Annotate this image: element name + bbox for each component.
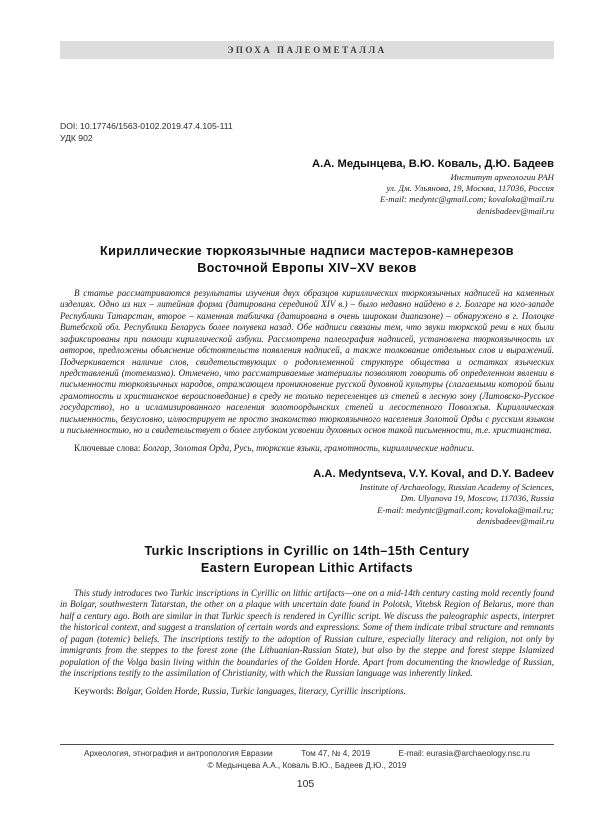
keywords-values: Болгар, Золотая Орда, Русь, тюркские языки, грамотность, кириллические надписи.	[140, 442, 475, 453]
abstract-english: This study introduces two Turkic inscriptions in Cyrillic on lithic artifacts—one on a mid-14th century casting mold recently found in Bolgar, southwestern Tatarstan, the other on a plaque with uncertain date found in Polotsk, Vitebsk Region of Belarus, more than half a century ago. Both are similar in that Turkic speech is rendered in Cyrillic script. We discuss the paleographic aspects, interpret the historical context, and suggest a translation of certain words and expressions. Some of them indicate tribal structure and remnants of pagan (totemic) beliefs. The inscriptions testify to the adoption of Russian culture, especially literacy and religion, not only by immigrants from the steppes to the forest zone (the Lithuanian-Russian State), but also by the steppe and forest steppe Islamized population of the Volga basin living within the boundaries of the Golden Horde. Apart from documenting the knowledge of Russian, the inscriptions testify to the assimilation of Christianity, with which the Russian language was inherently linked.	[60, 587, 554, 679]
udc-line: УДК 902	[60, 132, 93, 143]
keywords-english	[60, 686, 554, 697]
abstract-russian: В статье рассматриваются результаты изучения двух образцов кириллических тюркоязычных надписей на каменных изделиях. Одно из них – литейная форма (датирована серединой XIV в.) – было недавно найдено в г. Болгаре на юго-западе Республики Татарстан, второе – каменная табличка (датирована в очень широком диапазоне) – обнаружено в г. Полоцке Витебской обл. Республики Беларусь более полувека назад. Обе надписи связаны тем, что звуки тюркской речи в них были зафиксированы при помощи кириллической азбуки. Рассмотрена палеография надписей, установлена тюркоязычность их авторов, предложены объяснение обстоятельств появления надписей, а также толкование отдельных слов и выражений. Подчеркивается наличие слов, свидетельствующих о родоплеменной структуре общества и остатках языческих представлений (тотемизма). Отмечено, что рассматриваемые материалы позволяют говорить об определенном явлении в письменности тюркоязычных народов, отражающем проникновение русской духовной культуры (слагаемыми которой были грамотность и христианское вероисповедание) в среду не только переселенцев из степей в лесную зону (Литовско-Русское государство), но и исламизированного населения золотоордынских степей и лесостепного Поволжья. Кириллическая письменность, безусловно, иллюстрирует не просто знакомство тюркоязычного населения Золотой Орды с русским языком и письменностью, но и свидетельствует о более глубоком усвоении духовных основ такой письменности, т.е. христианства.	[60, 287, 554, 436]
authors-english: A.A. Medyntseva, V.Y. Koval, and D.Y. Badeev	[313, 468, 554, 481]
keywords-label: Ключевые слова:	[74, 442, 141, 453]
title-line: Eastern European Lithic Artifacts	[200, 560, 414, 575]
footer-email: E-mail: eurasia@archaeology.nsc.ru	[398, 749, 530, 758]
page-footer	[60, 744, 554, 770]
keywords-russian	[60, 443, 554, 454]
affiliation-line: E-mail: medyntc@gmail.com; kovaloka@mail.ru;	[377, 504, 554, 515]
keywords-values: Bolgar, Golden Horde, Russia, Turkic languages, literacy, Cyrillic inscriptions.	[114, 685, 406, 696]
footer-volume: Том 47, № 4, 2019	[301, 749, 371, 758]
affiliation-line: denisbadeev@mail.ru	[476, 205, 554, 216]
affiliation-line: ул. Дм. Ульянова, 19, Москва, 117036, Россия	[386, 183, 554, 194]
running-head-text: ЭПОХА ПАЛЕОМЕТАЛЛА	[227, 45, 387, 55]
article-title-english	[60, 543, 554, 577]
title-line: Turkic Inscriptions in Cyrillic on 14th–15th Century	[144, 543, 470, 558]
page-number: 105	[296, 778, 315, 790]
affiliation-line: Dm. Ulyanova 19, Moscow, 117036, Russia	[400, 493, 554, 504]
footer-journal-line	[60, 749, 554, 758]
affiliation-russian	[60, 172, 554, 217]
article-meta	[60, 121, 554, 144]
page-content	[60, 0, 554, 697]
affiliation-english	[60, 482, 554, 527]
footer-copyright: © Медынцева А.А., Коваль В.Ю., Бадеев Д.Ю., 2019	[207, 760, 407, 770]
running-head-band	[60, 41, 554, 59]
affiliation-line: Институт археологии РАН	[450, 172, 554, 182]
footer-journal-name: Археология, этнография и антропология Евразии	[84, 749, 273, 758]
authors-russian: А.А. Медынцева, В.Ю. Коваль, Д.Ю. Бадеев	[312, 158, 554, 170]
affiliation-line: E-mail: medyntc@gmail.com; kovaloka@mail.ru	[380, 194, 554, 205]
title-line: Кириллические тюркоязычные надписи мастеров-камнерезов	[100, 243, 514, 258]
affiliation-line: denisbadeev@mail.ru	[476, 515, 554, 526]
affiliation-line: Institute of Archaeology, Russian Academy of Sciences,	[359, 482, 554, 493]
title-line: Восточной Европы XIV–XV веков	[197, 260, 417, 275]
article-title-russian	[60, 243, 554, 277]
keywords-label: Keywords:	[74, 685, 115, 696]
doi-line: DOI: 10.17746/1563-0102.2019.47.4.105-111	[60, 121, 233, 131]
